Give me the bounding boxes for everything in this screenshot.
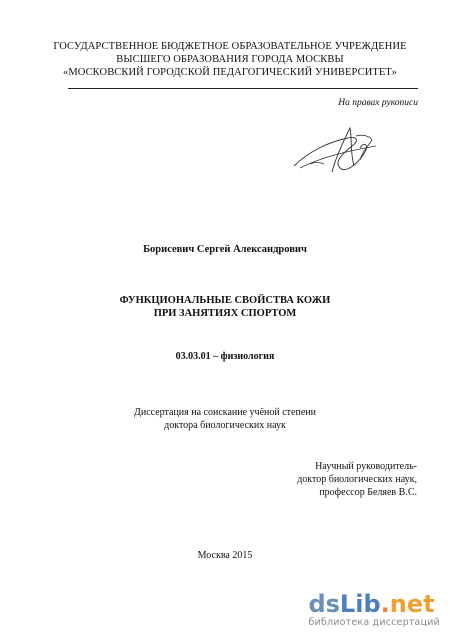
advisor-line: профессор Беляев В.С. xyxy=(319,487,417,498)
institution-header xyxy=(30,40,430,79)
dissertation-title xyxy=(0,294,450,320)
degree-line: доктора биологических наук xyxy=(164,420,286,431)
institution-line: «МОСКОВСКИЙ ГОРОДСКОЙ ПЕДАГОГИЧЕСКИЙ УНИВЕРСИТЕТ» xyxy=(62,67,398,78)
handwritten-signature xyxy=(290,122,380,182)
title-line: ПРИ ЗАНЯТИЯХ СПОРТОМ xyxy=(153,308,297,319)
degree-statement xyxy=(0,406,450,432)
degree-line: Диссертация на соискание учёной степени xyxy=(134,407,316,418)
logo-net: net xyxy=(389,590,435,618)
rights-note: На правах рукописи xyxy=(338,98,418,108)
author-name: Борисевич Сергей Александрович xyxy=(143,244,307,255)
advisor-line: доктор биологических наук, xyxy=(297,474,417,485)
scientific-advisor xyxy=(297,460,417,499)
specialty-code: 03.03.01 – физиология xyxy=(175,351,275,362)
dslib-watermark[interactable] xyxy=(308,592,440,628)
logo-dot: . xyxy=(380,590,390,618)
city-year: Москва 2015 xyxy=(197,550,253,561)
advisor-line: Научный руководитель- xyxy=(315,461,417,472)
logo-lib: Lib xyxy=(339,590,381,618)
institution-line: ГОСУДАРСТВЕННОЕ БЮДЖЕТНОЕ ОБРАЗОВАТЕЛЬНОЕ УЧРЕЖДЕНИЕ xyxy=(53,41,407,52)
watermark-subtitle: библиотека диссертаций xyxy=(308,617,440,628)
logo-ds: ds xyxy=(308,590,340,618)
title-line: ФУНКЦИОНАЛЬНЫЕ СВОЙСТВА КОЖИ xyxy=(119,295,331,306)
institution-line: ВЫСШЕГО ОБРАЗОВАНИЯ ГОРОДА МОСКВЫ xyxy=(116,54,344,65)
header-divider xyxy=(68,88,418,89)
dslib-logo xyxy=(308,592,440,616)
